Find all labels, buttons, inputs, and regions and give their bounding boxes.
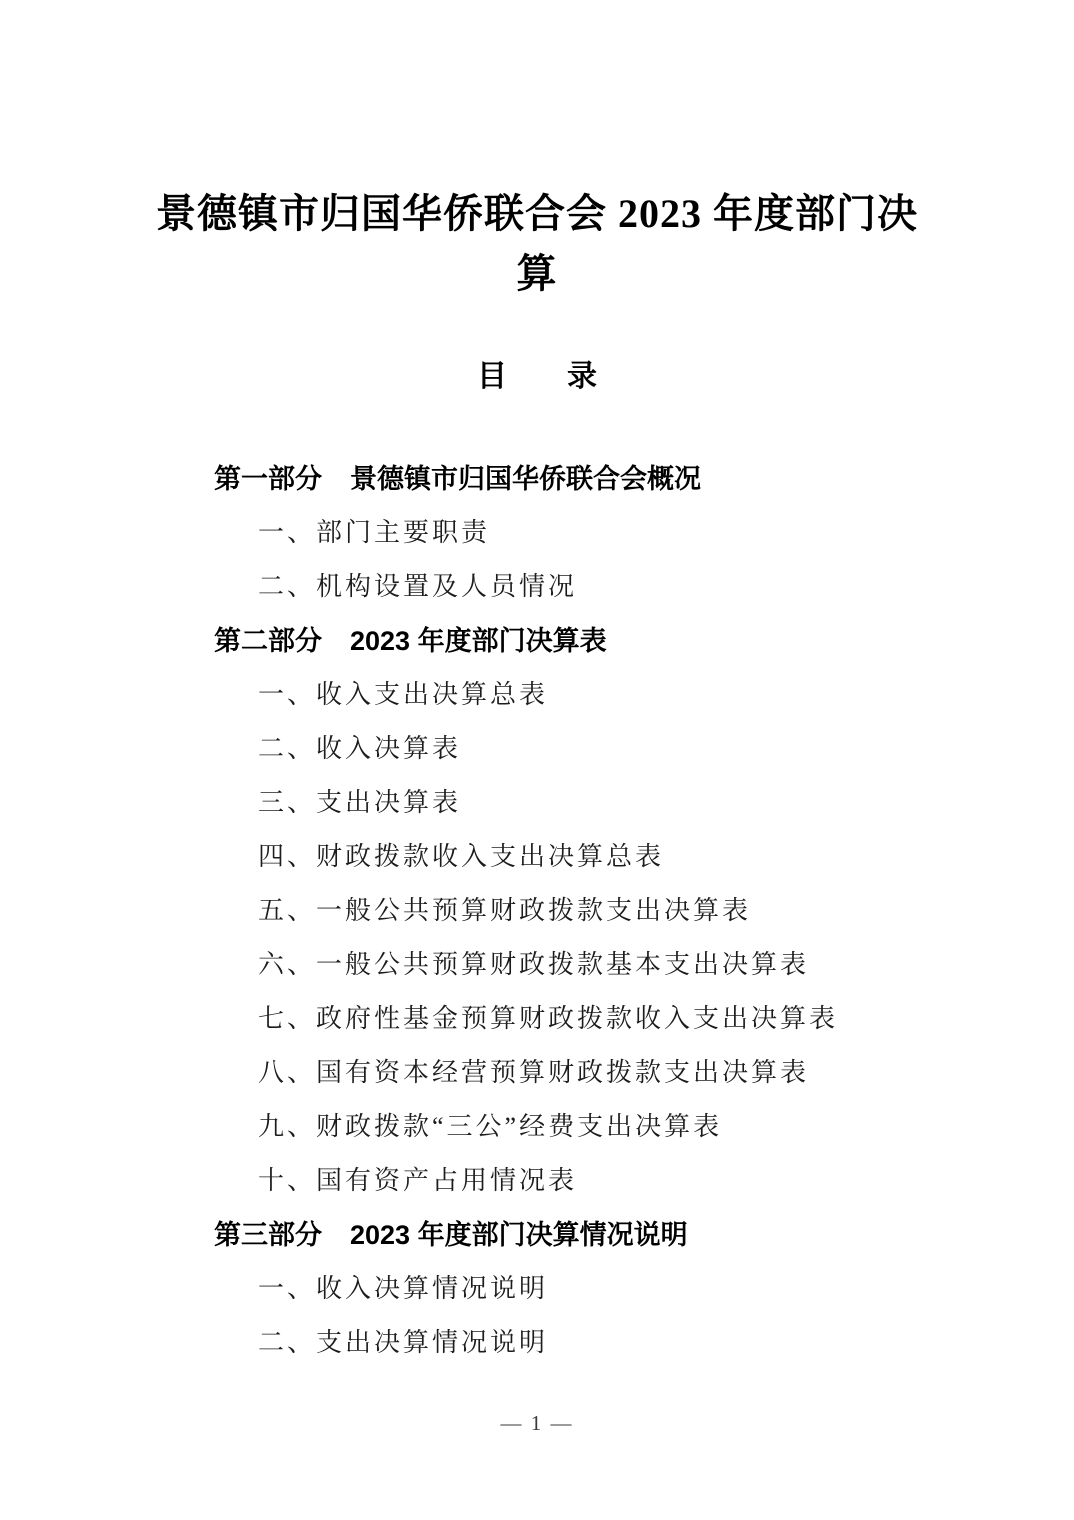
page-number: — 1 — xyxy=(500,1411,574,1435)
toc-item: 一、收入决算情况说明 xyxy=(258,1274,549,1303)
toc-item: 三、支出决算表 xyxy=(258,788,462,817)
toc-item: 八、国有资本经营预算财政拨款支出决算表 xyxy=(258,1058,810,1087)
toc-item: 五、一般公共预算财政拨款支出决算表 xyxy=(258,896,752,925)
document-title xyxy=(0,184,1074,304)
toc-section-2-label: 第二部分 xyxy=(214,626,322,656)
toc-section-2-title: 2023 年度部门决算表 xyxy=(350,626,607,656)
toc-item: 七、政府性基金预算财政拨款收入支出决算表 xyxy=(258,1004,839,1033)
toc-section-1-title: 景德镇市归国华侨联合会概况 xyxy=(350,464,701,494)
toc-item: 九、财政拨款“三公”经费支出决算表 xyxy=(258,1112,723,1141)
toc-item: 一、收入支出决算总表 xyxy=(258,680,549,709)
toc-section-2-heading xyxy=(214,614,1014,668)
toc-item: 二、机构设置及人员情况 xyxy=(258,572,578,601)
toc-section-1-label: 第一部分 xyxy=(214,464,322,494)
toc-section-3-title: 2023 年度部门决算情况说明 xyxy=(350,1220,688,1250)
toc-item: 二、收入决算表 xyxy=(258,734,462,763)
toc-item: 六、一般公共预算财政拨款基本支出决算表 xyxy=(258,950,810,979)
toc-item: 一、部门主要职责 xyxy=(258,518,491,547)
toc-heading: 目 录 xyxy=(477,360,597,393)
toc-item: 十、国有资产占用情况表 xyxy=(258,1166,578,1195)
document-title-line2: 算 xyxy=(516,251,558,296)
toc-item: 四、财政拨款收入支出决算总表 xyxy=(258,842,665,871)
toc-section-1-heading xyxy=(214,452,1014,506)
toc-item: 二、支出决算情况说明 xyxy=(258,1328,549,1357)
toc-section-3-heading xyxy=(214,1208,1014,1262)
document-title-line1: 景德镇市归国华侨联合会 2023 年度部门决 xyxy=(156,191,918,236)
toc-section-3-label: 第三部分 xyxy=(214,1220,322,1250)
table-of-contents xyxy=(214,452,1014,1370)
